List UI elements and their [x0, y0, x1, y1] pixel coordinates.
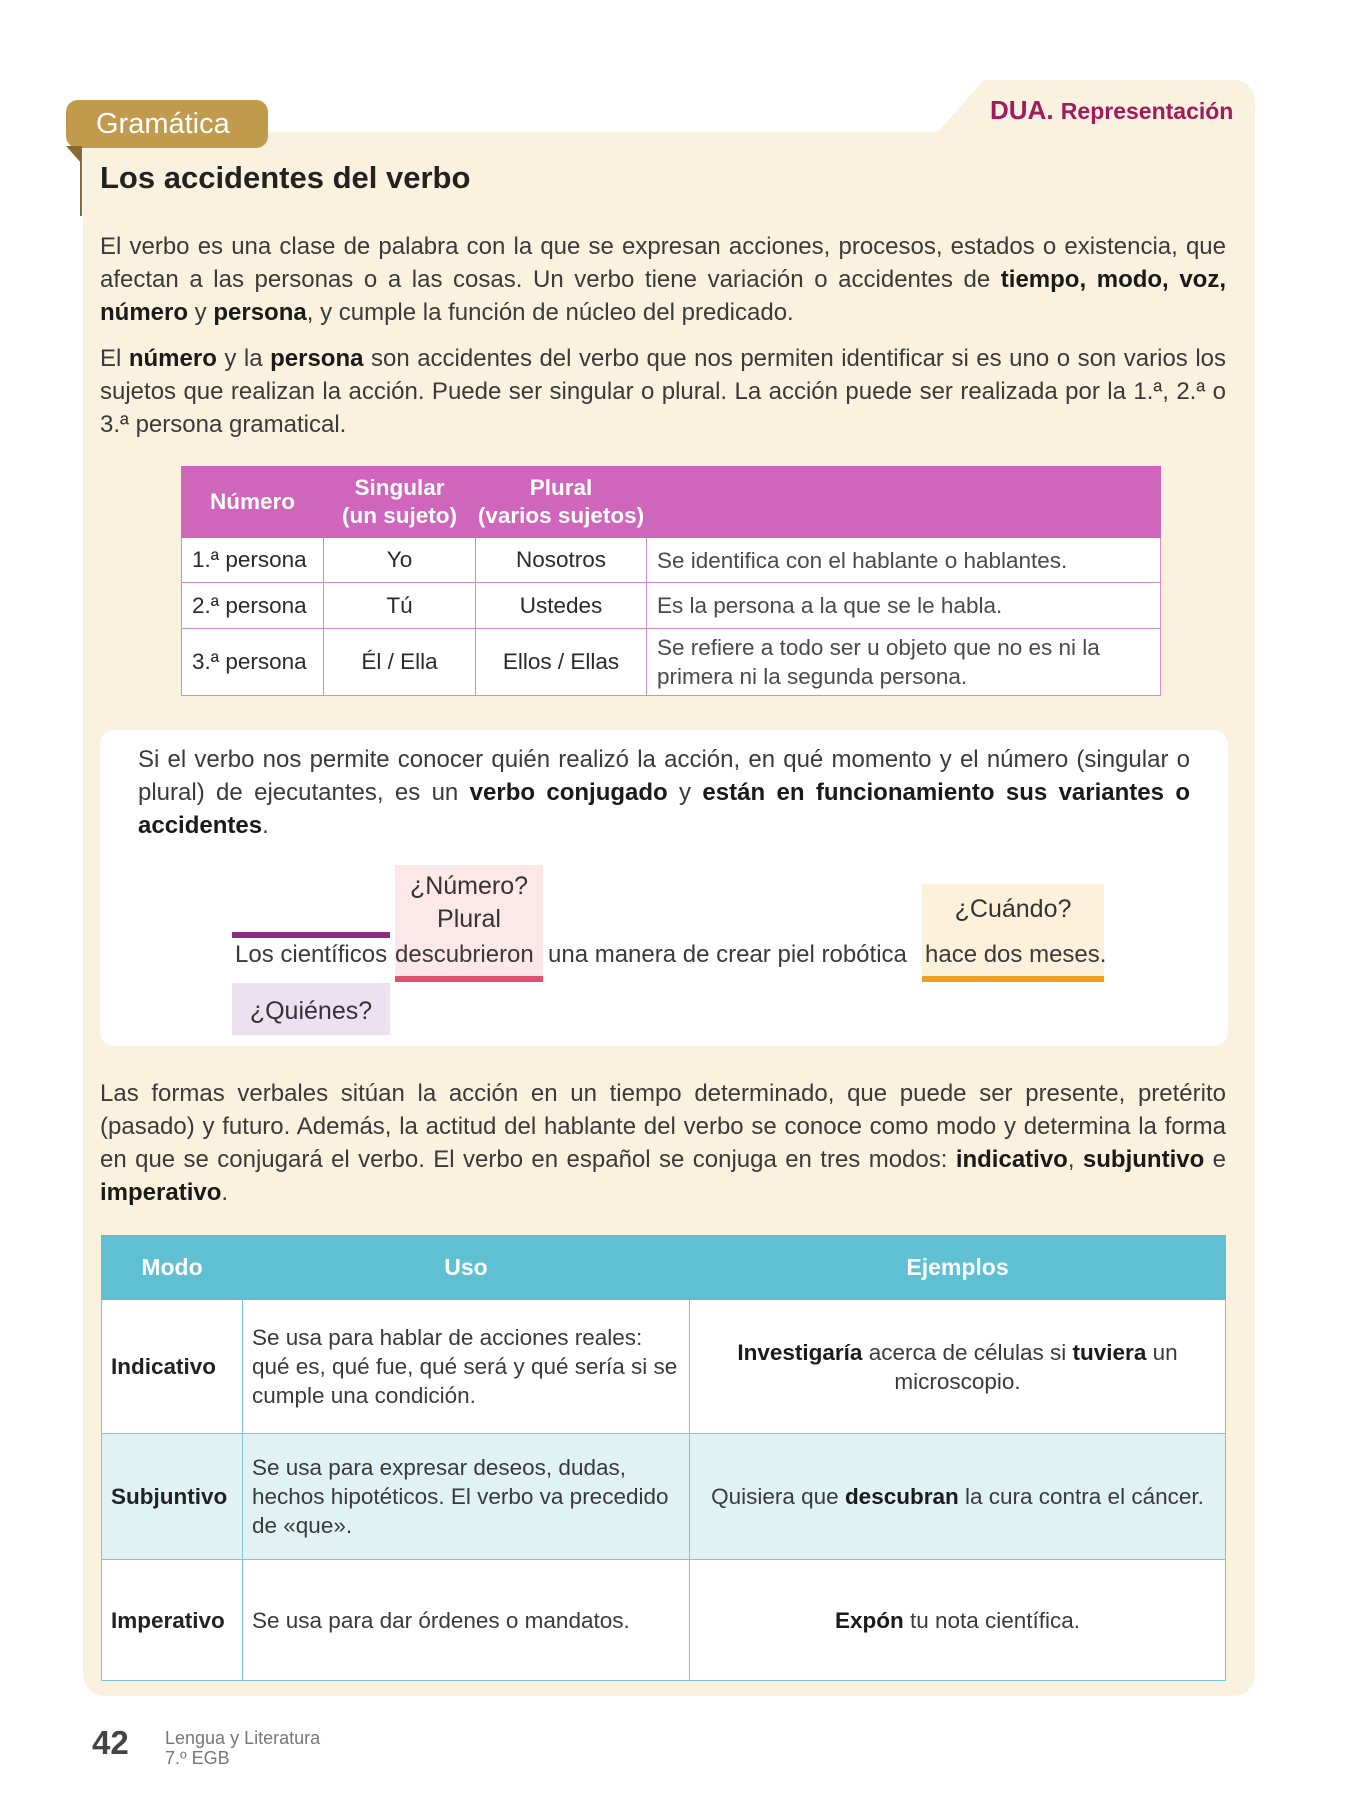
cell-mode: Subjuntivo [102, 1434, 243, 1560]
cell-description: Es la persona a la que se le habla. [647, 583, 1161, 629]
cell-plural: Ustedes [476, 583, 647, 629]
who-question: ¿Quiénes? [249, 997, 373, 1025]
cell-example: Investigaría acerca de células si tuviera un microscopio. [690, 1300, 1226, 1434]
number-question: ¿Número? Plural [409, 872, 529, 933]
table-row [182, 583, 1161, 629]
page-number: 42 [92, 1724, 129, 1761]
table-row [102, 1434, 1226, 1560]
header-uso: Uso [243, 1236, 690, 1300]
table-row [182, 629, 1161, 696]
header-numero: Número [182, 467, 324, 538]
example-middle: una manera de crear piel robótica [548, 941, 907, 968]
cell-singular: Tú [324, 583, 476, 629]
header-singular: Singular (un sujeto) [324, 467, 476, 538]
when-question: ¿Cuándo? [954, 895, 1072, 923]
table-row [102, 1560, 1226, 1681]
persona-table [181, 466, 1161, 696]
intro-paragraph-2: El número y la persona son accidentes del verbo que nos permiten identificar si es uno o son varios los sujetos que realizan la acción. Puede ser singular o plural. La acción puede ser realizada por la 1.ª, 2.ª o 3.ª persona gramatical. [100, 345, 1226, 438]
header-plural: Plural (varios sujetos) [476, 467, 647, 538]
modos-paragraph: Las formas verbales sitúan la acción en un tiempo determinado, que puede ser presente, pretérito (pasado) y futuro. Además, la actitud del hablante del verbo se conoce como modo y determina la forma en que se conjugará el verbo. El verbo en español se conjuga en tres modos: indicativo, subjuntivo e imperativo. [100, 1080, 1226, 1206]
cell-singular: Yo [324, 538, 476, 583]
subject-underline [232, 932, 390, 938]
dua-notch-corner [938, 80, 984, 132]
cell-plural: Ellos / Ellas [476, 629, 647, 696]
cell-example: Expón tu nota científica. [690, 1560, 1226, 1681]
modo-table-header [102, 1236, 1226, 1300]
example-subject: Los científicos [235, 941, 388, 968]
time-underline [922, 976, 1104, 982]
dua-label: DUA. Representación [990, 95, 1234, 125]
table-row [182, 538, 1161, 583]
cell-description: Se identifica con el hablante o hablantes. [647, 538, 1161, 583]
modo-table [101, 1235, 1226, 1681]
header-modo: Modo [102, 1236, 243, 1300]
verb-underline [395, 976, 543, 982]
header-empty [647, 467, 1161, 538]
footer-subject: Lengua y Literatura 7.º EGB [165, 1728, 321, 1768]
cell-use: Se usa para expresar deseos, dudas, hechos hipotéticos. El verbo va precedido de «que». [243, 1434, 690, 1560]
example-time: hace dos meses. [925, 941, 1107, 968]
title-rule [80, 148, 82, 216]
conjugated-verb-text: Si el verbo nos permite conocer quién realizó la acción, en qué momento y el número (singular o plural) de ejecutantes, es un verbo conjugado y están en funcionamiento sus variantes o accidentes. [138, 746, 1190, 839]
cell-mode: Indicativo [102, 1300, 243, 1434]
cell-plural: Nosotros [476, 538, 647, 583]
persona-table-header [182, 467, 1161, 538]
page-title: Los accidentes del verbo [100, 160, 471, 195]
table-row [102, 1300, 1226, 1434]
intro-paragraph-1: El verbo es una clase de palabra con la que se expresan acciones, procesos, estados o existencia, que afectan a las personas o a las cosas. Un verbo tiene variación o accidentes de tiempo, modo, voz, número y persona, y cumple la función de núcleo del predicado. [100, 233, 1226, 326]
cell-person: 3.ª persona [182, 629, 324, 696]
header-ejemplos: Ejemplos [690, 1236, 1226, 1300]
cell-singular: Él / Ella [324, 629, 476, 696]
cell-person: 1.ª persona [182, 538, 324, 583]
cell-use: Se usa para hablar de acciones reales: qué es, qué fue, qué será y qué sería si se cumple una condición. [243, 1300, 690, 1434]
cell-person: 2.ª persona [182, 583, 324, 629]
cell-use: Se usa para dar órdenes o mandatos. [243, 1560, 690, 1681]
cell-mode: Imperativo [102, 1560, 243, 1681]
cell-description: Se refiere a todo ser u objeto que no es ni la primera ni la segunda persona. [647, 629, 1161, 696]
section-tab: Gramática [66, 100, 268, 148]
cell-example: Quisiera que descubran la cura contra el cáncer. [690, 1434, 1226, 1560]
example-verb: descubrieron [395, 941, 534, 968]
